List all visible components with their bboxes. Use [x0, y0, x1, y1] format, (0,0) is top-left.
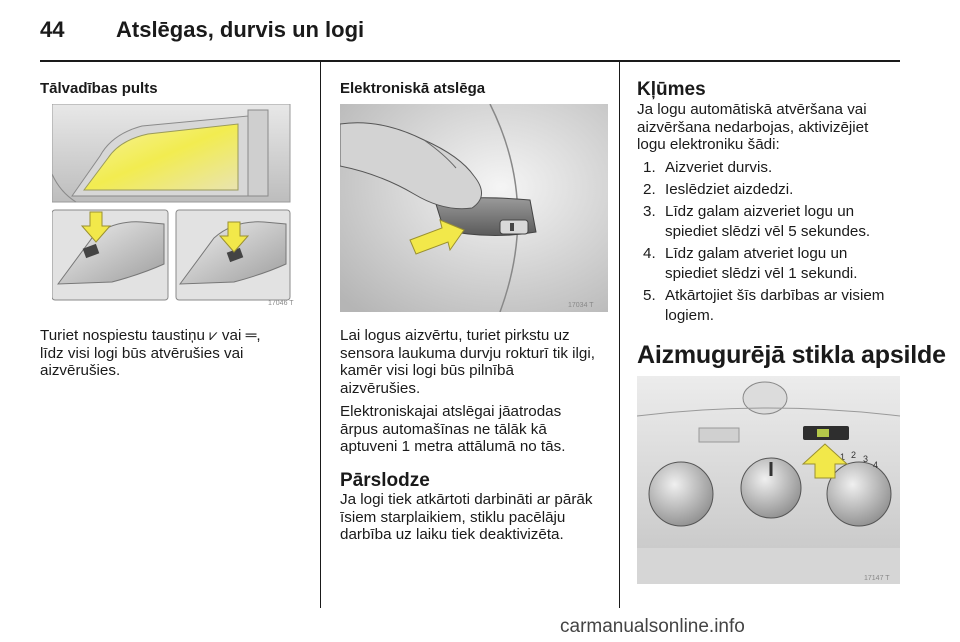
text-line: Lai logus aizvērtu, turiet pirkstu uz	[340, 327, 570, 344]
step-text: Līdz galam atveriet logu un	[665, 245, 848, 262]
step-number: 1.	[643, 159, 656, 176]
text-line: kamēr visi logi būs pilnībā	[340, 362, 514, 379]
step-text: Atkārtojiet šīs darbības ar visiem	[665, 287, 885, 304]
text-line: aizvēršana nedarbojas, aktivizējiet	[637, 118, 869, 136]
step-text: Līdz galam aizveriet logu un	[665, 203, 855, 220]
step-text: logiem.	[665, 307, 714, 324]
header-rule	[40, 60, 900, 62]
list-item	[643, 158, 905, 178]
list-item	[643, 286, 905, 326]
overload-text	[340, 491, 614, 544]
figure-code: 17147 T	[864, 575, 890, 582]
watermark-text: carmanualsonline.info	[560, 616, 745, 637]
text-line: aizvērušies.	[340, 379, 421, 397]
text-line: ārpus automašīnas ne tālāk kā	[340, 420, 547, 438]
step-text: spiediet slēdzi vēl 1 sekundi.	[665, 265, 858, 282]
step-text: spiediet slēdzi vēl 5 sekundes.	[665, 223, 871, 240]
rear-window-heating-heading: Aizmugurējā stikla apsilde	[637, 341, 946, 369]
step-number: 5.	[643, 287, 656, 304]
dial-number: 4	[873, 460, 879, 470]
dial-number: 3	[863, 454, 869, 464]
text-fragment: Turiet nospiestu taustiņu	[40, 327, 210, 344]
text-line: logu elektroniku šādi:	[637, 136, 780, 153]
dial-number: 2	[851, 450, 857, 460]
text-line: aptuveni 1 metra attālumā no tās.	[340, 438, 566, 455]
text-line	[40, 327, 316, 345]
step-text: Aizveriet durvis.	[665, 159, 773, 176]
list-item	[643, 244, 905, 284]
electronic-key-heading: Elektroniskā atslēga	[340, 80, 486, 97]
step-number: 2.	[643, 181, 656, 198]
electronic-key-para2	[340, 403, 614, 456]
step-number: 3.	[643, 203, 656, 220]
text-line: Ja logu automātiskā atvēršana vai	[637, 101, 867, 118]
window-close-icon: ═	[245, 327, 257, 344]
text-line: īsiem starplaikiem, stiklu pacēlāju	[340, 508, 566, 526]
page-header	[0, 0, 960, 60]
remote-control-heading: Tālvadības pults	[40, 80, 158, 97]
dial-number: 1	[840, 452, 846, 462]
list-item	[643, 180, 905, 200]
remote-control-figure	[52, 104, 306, 312]
column-divider	[320, 62, 321, 608]
remote-control-text	[40, 327, 316, 380]
door-handle-figure	[340, 104, 608, 312]
text-fragment: ,	[256, 327, 261, 344]
text-line: līdz visi logi būs atvērušies vai	[40, 344, 244, 362]
window-open-icon: ⩗	[209, 327, 218, 344]
step-number: 4.	[643, 245, 656, 262]
text-line: Ja logi tiek atkārtoti darbināti ar pārāk	[340, 491, 593, 508]
text-line: aizvērušies.	[40, 362, 121, 379]
column-divider	[619, 62, 620, 608]
faults-intro	[637, 101, 901, 154]
overload-heading: Pārslodze	[340, 470, 430, 491]
faults-heading: Kļūmes	[637, 79, 706, 100]
list-item	[643, 202, 905, 242]
page-number: 44	[40, 17, 65, 42]
figure-code: 17046 T	[268, 300, 294, 307]
fault-steps-list	[643, 158, 905, 328]
text-line: sensora laukuma durvju rokturī tik ilgi,	[340, 344, 595, 362]
text-line: Elektroniskajai atslēgai jāatrodas	[340, 403, 562, 420]
electronic-key-para1	[340, 327, 614, 397]
chapter-title: Atslēgas, durvis un logi	[116, 17, 365, 42]
text-fragment: vai	[217, 327, 246, 344]
text-line: darbība uz laiku tiek deaktivizēta.	[340, 526, 564, 543]
step-text: Ieslēdziet aizdedzi.	[665, 181, 794, 198]
figure-code: 17034 T	[568, 302, 594, 309]
climate-panel-figure	[637, 376, 900, 584]
